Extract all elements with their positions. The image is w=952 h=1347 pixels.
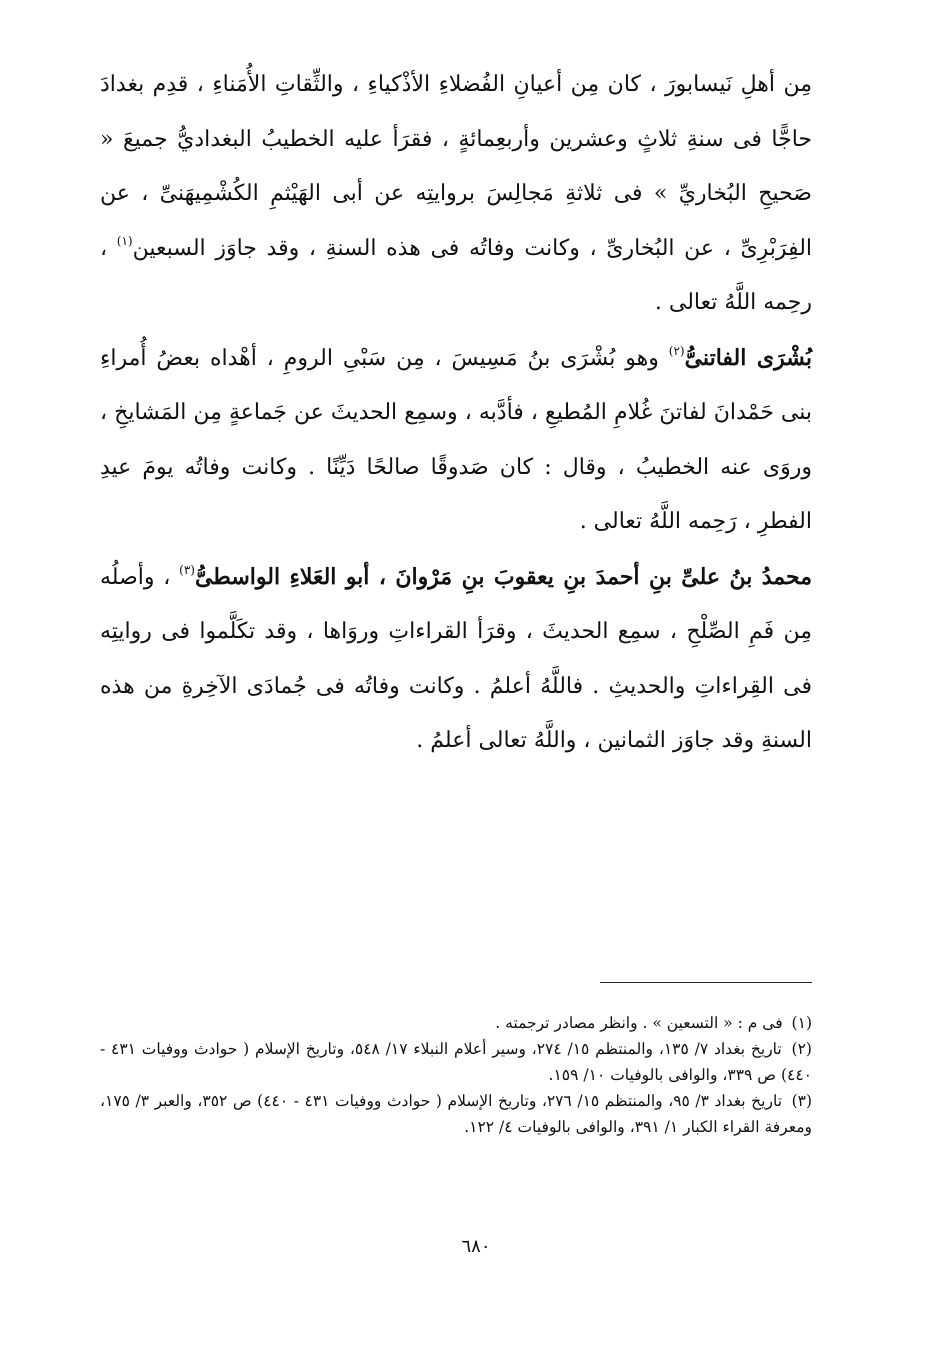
footnote-ref[interactable]: (١) bbox=[116, 233, 133, 248]
entry-tail: ، رحِمه اللَّهُ تعالى . bbox=[100, 235, 812, 315]
entry-text: ، وأصلُه مِن فَمِ الصِّلْحِ ، سمِع الحديثَ ، وقرَأ القراءاتِ وروَاها ، وقد تكَلَّموا فى روايتِه فى القِراءاتِ والحديثِ . فاللَّهُ أعلمُ . وكانت وفاتُه فى جُمادَى الآخِرةِ من هذه السنةِ وقد جاوَز الثمانين ، واللَّهُ تعالى أعلمُ . bbox=[100, 564, 812, 753]
footnote-mark: (٢) bbox=[791, 1040, 812, 1058]
entry-name: بُشْرَى الفاتنىُّ bbox=[684, 344, 813, 371]
footnote-mark: (١) bbox=[791, 1014, 812, 1032]
entry-name: محمدُ بنُ علىِّ بنِ أحمدَ بنِ يعقوبَ بنِ مَرْوانَ ، أبو العَلاءِ الواسطىُّ bbox=[194, 563, 812, 590]
entry-text: وهو بُشْرَى بنُ مَسِيسَ ، مِن سَبْىِ الرومِ ، أهْداه بعضُ أُمراءِ بنى حَمْدانَ لفاتنَ غُلامِ المُطيعِ ، فأدَّبه ، وسمِع الحديثَ عن جَماعةٍ مِن المَشايخِ ، وروَى عنه الخطيبُ ، وقال : كان صَدوقًا صالحًا دَيِّنًا . وكانت وفاتُه يومَ عيدِ الفطرِ ، رَحِمه اللَّهُ تعالى . bbox=[100, 345, 812, 534]
entry-paragraph bbox=[100, 550, 812, 769]
footnote-text: تاريخ بغداد ٧/ ١٣٥، والمنتظم ١٥/ ٢٧٤، وسير أعلام النبلاء ١٧/ ٥٤٨، وتاريخ الإسلام ( حوادث ووفيات ٤٣١ - ٤٤٠) ص ٣٣٩، والوافى بالوفيات ١٠/ ١٥٩. bbox=[100, 1040, 812, 1084]
footnote-ref[interactable]: (٣) bbox=[179, 562, 195, 577]
page-number: ٦٨٠ bbox=[461, 1236, 491, 1257]
footnote-mark: (٣) bbox=[791, 1092, 813, 1110]
footnote bbox=[100, 1088, 812, 1140]
footnote-ref[interactable]: (٢) bbox=[668, 343, 685, 358]
footnote bbox=[100, 1036, 812, 1088]
footnote bbox=[100, 1010, 812, 1036]
entry-paragraph bbox=[100, 331, 812, 550]
footnote-text: تاريخ بغداد ٣/ ٩٥، والمنتظم ١٥/ ٢٧٦، وتاريخ الإسلام ( حوادث ووفيات ٤٣١ - ٤٤٠) ص ٣٥٢، والعبر ٣/ ١٧٥، ومعرفة القراء الكبار ١/ ٣٩١، والوافى بالوفيات ٤/ ١٢٢. bbox=[100, 1092, 812, 1136]
entry-paragraph bbox=[100, 58, 812, 331]
footnote-text: فى م : « التسعين » . وانظر مصادر ترجمته . bbox=[495, 1014, 783, 1032]
footnotes bbox=[100, 1010, 812, 1140]
main-text bbox=[100, 58, 812, 769]
entry-text: مِن أهلِ نَيسابورَ ، كان مِن أعيانِ الفُضلاءِ الأذْكياءِ ، والثِّقاتِ الأُمَناءِ ، قدِم بغدادَ حاجًّا فى سنةِ ثلاثٍ وعشرين وأربعِمائةٍ ، فقرَأ عليه الخطيبُ البغداديُّ جميعَ « صَحيحِ البُخاريِّ » فى ثلاثةِ مَجالِسَ بروايتِه عن أبى الهَيْثمِ الكُشْمِيهَنىِّ ، عن الفِرَبْرِىِّ ، عن البُخارىِّ ، وكانت وفاتُه فى هذه السنةِ ، وقد جاوَز السبعين bbox=[100, 72, 813, 261]
footnote-divider bbox=[600, 982, 812, 983]
